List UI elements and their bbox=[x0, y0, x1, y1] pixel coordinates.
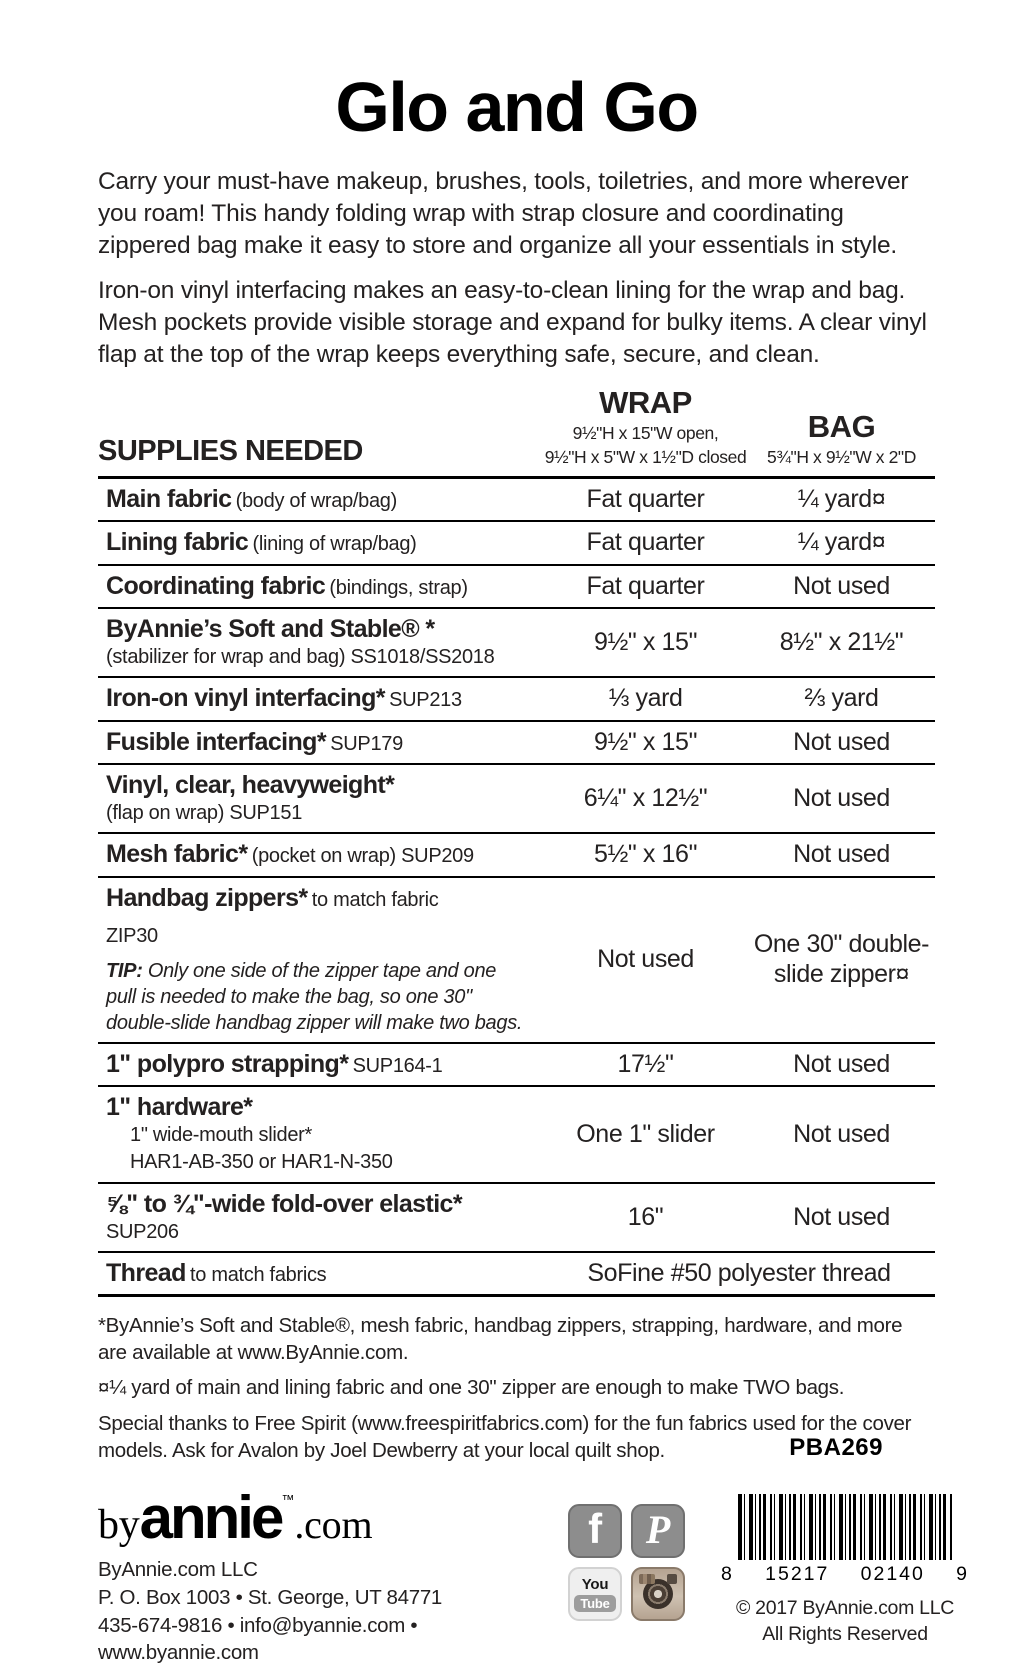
table-row bbox=[98, 522, 935, 566]
supply-subline: (flap on wrap) SUP151 bbox=[106, 802, 303, 825]
supply-subline: SUP206 bbox=[106, 1221, 179, 1244]
supply-name: ⅝" to ¾"-wide fold-over elastic* bbox=[106, 1190, 462, 1219]
bag-value: Not used bbox=[793, 1202, 890, 1231]
wrap-value: 9½" x 15" bbox=[593, 727, 698, 756]
supply-name: Main fabric bbox=[106, 484, 232, 513]
wrap-value: One 1" slider bbox=[576, 1119, 715, 1148]
table-row bbox=[98, 678, 935, 722]
table-row bbox=[98, 834, 935, 878]
instagram-icon bbox=[631, 1567, 685, 1621]
bag-value: 8½" x 21½" bbox=[779, 627, 904, 656]
wrap-value: Not used bbox=[597, 944, 694, 973]
table-row bbox=[98, 765, 935, 834]
barcode bbox=[738, 1494, 952, 1560]
wrap-value: 17½" bbox=[617, 1049, 674, 1078]
table-row bbox=[98, 722, 935, 766]
wrap-value: Fat quarter bbox=[586, 484, 705, 513]
footnote-two-bags: ¤¼ yard of main and lining fabric and one 30" zipper are enough to make TWO bags. bbox=[98, 1376, 845, 1400]
page-title: Glo and Go bbox=[335, 68, 698, 146]
supply-name: Coordinating fabric bbox=[106, 571, 326, 600]
wrap-value: Fat quarter bbox=[586, 528, 705, 557]
supply-name: 1" polypro strapping* bbox=[106, 1049, 349, 1078]
table-row bbox=[98, 609, 935, 678]
supply-subline: ZIP30 bbox=[106, 924, 158, 947]
footnote-supplies: *ByAnnie’s Soft and Stable®, mesh fabric, handbag zippers, strapping, hardware, and more are available at www.ByAnnie.com. bbox=[98, 1314, 903, 1364]
bag-value: ¼ yard¤ bbox=[797, 528, 886, 557]
barcode-digits: 8 15217 02140 9 bbox=[721, 1563, 969, 1586]
supply-name: Mesh fabric* bbox=[106, 840, 248, 869]
thread-value: SoFine #50 polyester thread bbox=[587, 1259, 891, 1288]
youtube-icon: You Tube bbox=[568, 1567, 622, 1621]
table-row bbox=[98, 878, 935, 1044]
supplies-needed-heading: SUPPLIES NEEDED bbox=[98, 434, 363, 467]
pattern-code: PBA269 bbox=[789, 1434, 883, 1462]
supply-name: ByAnnie’s Soft and Stable® * bbox=[106, 615, 435, 644]
pinterest-icon: P bbox=[631, 1504, 685, 1558]
bag-value: ⅔ yard bbox=[804, 684, 879, 713]
facebook-icon: f bbox=[568, 1504, 622, 1558]
company-address: P. O. Box 1003 • St. George, UT 84771 bbox=[98, 1585, 443, 1609]
bag-value: Not used bbox=[793, 783, 890, 812]
footnote-thanks: Special thanks to Free Spirit (www.freespiritfabrics.com) for the fun fabrics used for the cover models. Ask for Avalon by Joel Dewberry at your local quilt shop. bbox=[98, 1411, 912, 1462]
company-name: ByAnnie.com LLC bbox=[98, 1558, 258, 1582]
table-row bbox=[98, 1087, 935, 1184]
table-row bbox=[98, 479, 935, 523]
bag-value: Not used bbox=[793, 1049, 890, 1078]
table-row bbox=[98, 1044, 935, 1088]
intro-paragraph-2: Iron-on vinyl interfacing makes an easy-to-clean lining for the wrap and bag. Mesh pockets provide visible storage and expand for bulky items. A clear vinyl flap at the top of the wrap keeps everything safe, secure, and clean. bbox=[98, 277, 927, 369]
bag-value: One 30" double-slide zipper¤ bbox=[753, 930, 930, 988]
supply-detail: (lining of wrap/bag) bbox=[252, 533, 417, 556]
company-contact: 435-674-9816 • info@byannie.com • www.byannie.com bbox=[98, 1613, 418, 1665]
barcode-block bbox=[703, 1488, 969, 1667]
supply-name: Iron-on vinyl interfacing* bbox=[106, 684, 385, 713]
bag-value: Not used bbox=[793, 571, 890, 600]
tip-note: TIP: Only one side of the zipper tape and one pull is needed to make the bag, so one 30" double-slide handbag zipper will make two bags. bbox=[106, 959, 523, 1034]
bag-value: Not used bbox=[793, 727, 890, 756]
supply-detail: SUP164-1 bbox=[352, 1054, 443, 1077]
bag-value: ¼ yard¤ bbox=[797, 484, 886, 513]
bag-column-header: BAG 5¾"H x 9½"W x 2"D bbox=[767, 409, 916, 468]
supply-subline: 1" wide-mouth slider* bbox=[130, 1124, 312, 1147]
supply-name: Vinyl, clear, heavyweight* bbox=[106, 771, 395, 800]
supply-detail: SUP179 bbox=[330, 732, 403, 755]
supply-detail: to match fabrics bbox=[190, 1264, 327, 1287]
wrap-column-header: WRAP 9½"H x 15"W open, 9½"H x 5"W x 1½"D closed bbox=[544, 384, 747, 468]
supply-name: Handbag zippers* bbox=[106, 883, 308, 912]
footer bbox=[98, 1484, 969, 1667]
supply-subline: (stabilizer for wrap and bag) SS1018/SS2018 bbox=[106, 646, 495, 669]
table-row bbox=[98, 566, 935, 610]
supply-name: Lining fabric bbox=[106, 528, 249, 557]
table-row bbox=[98, 1184, 935, 1253]
intro-paragraph-1: Carry your must-have makeup, brushes, tools, toiletries, and more wherever you roam! This handy folding wrap with strap closure and coordinating zippered bag make it easy to store and organize all your essentials in style. bbox=[98, 168, 909, 260]
supply-name: Fusible interfacing* bbox=[106, 727, 326, 756]
supply-detail: SUP213 bbox=[389, 689, 462, 712]
supply-subline: HAR1-AB-350 or HAR1-N-350 bbox=[130, 1151, 393, 1174]
wrap-value: 5½" x 16" bbox=[593, 840, 698, 869]
supplies-table bbox=[98, 385, 935, 1298]
supply-name: Thread bbox=[106, 1259, 186, 1288]
table-header bbox=[98, 385, 935, 479]
supply-name: 1" hardware* bbox=[106, 1093, 253, 1122]
publisher-block bbox=[98, 1484, 568, 1667]
table-row bbox=[98, 1253, 935, 1297]
wrap-value: 16" bbox=[627, 1202, 664, 1231]
supply-detail: (pocket on wrap) SUP209 bbox=[251, 845, 474, 868]
supply-detail: (body of wrap/bag) bbox=[235, 489, 397, 512]
byannie-logo: byannie™.com bbox=[98, 1484, 373, 1552]
social-icons bbox=[568, 1504, 703, 1667]
wrap-value: Fat quarter bbox=[586, 571, 705, 600]
bag-value: Not used bbox=[793, 1119, 890, 1148]
copyright-line-1: © 2017 ByAnnie.com LLC bbox=[735, 1597, 955, 1620]
copyright-line-2: All Rights Reserved bbox=[762, 1622, 928, 1645]
bag-value: Not used bbox=[793, 840, 890, 869]
wrap-value: 6¼" x 12½" bbox=[583, 783, 708, 812]
footnotes bbox=[98, 1313, 935, 1464]
supply-detail: to match fabric bbox=[311, 888, 439, 911]
wrap-value: 9½" x 15" bbox=[593, 627, 698, 656]
wrap-value: ⅓ yard bbox=[608, 684, 683, 713]
supply-detail: (bindings, strap) bbox=[329, 576, 468, 599]
